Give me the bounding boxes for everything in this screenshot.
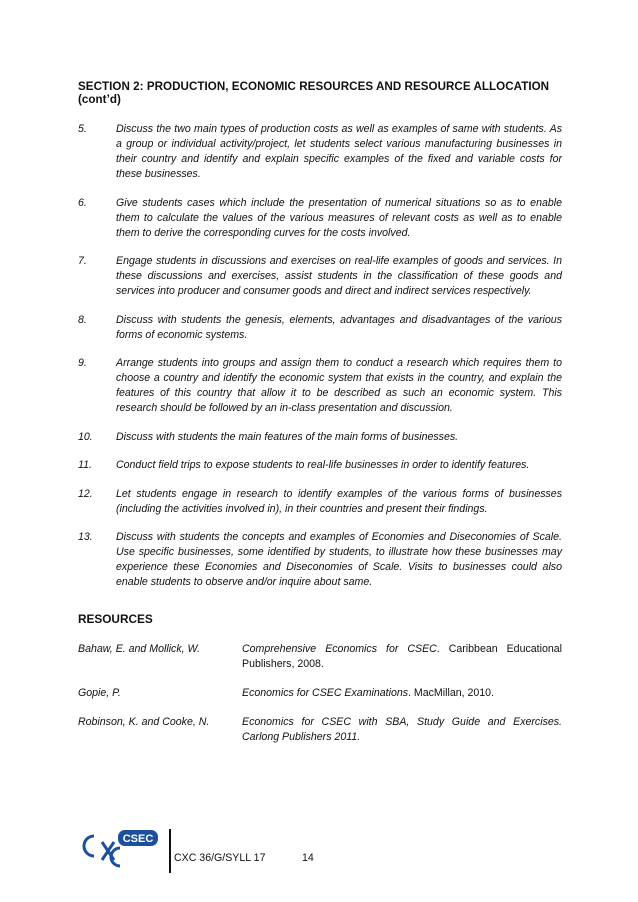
item-number: 5. xyxy=(78,123,87,135)
item-text: Engage students in discussions and exercises on real-life examples of goods and services. In these discussions and exercises, assist students in the classification of these goods and services into producer and consumer goods and direct and indirect services respectively. xyxy=(116,255,562,297)
resource-row xyxy=(78,642,562,672)
list-item xyxy=(78,313,562,343)
resources-heading: RESOURCES xyxy=(78,612,153,626)
resource-title: Economics for CSEC with SBA, Study Guide and Exercises. Carlong Publishers 2011. xyxy=(242,716,562,743)
item-text: Conduct field trips to expose students to real-life businesses in order to identify features. xyxy=(116,459,530,471)
section-title: SECTION 2: PRODUCTION, ECONOMIC RESOURCES AND RESOURCE ALLOCATION (cont’d) xyxy=(78,80,550,106)
list-item xyxy=(78,458,562,473)
teaching-activities-list xyxy=(78,122,562,604)
item-number: 13. xyxy=(78,531,93,543)
item-text: Discuss with students the main features of the main forms of businesses. xyxy=(116,430,459,443)
item-text: Give students cases which include the presentation of numerical situations so as to enable them to calculate the values of the various measures of relevant costs as well as to enable them to derive the corresponding curves for the costs involved. xyxy=(116,196,562,239)
list-item xyxy=(78,530,562,590)
resource-row xyxy=(78,715,562,745)
resource-row xyxy=(78,686,562,701)
item-number: 10. xyxy=(78,430,93,443)
logo-text: CSEC xyxy=(122,833,154,845)
item-text: Discuss the two main types of production costs as well as examples of same with students. As a group or individual activity/project, let students select various manufacturing businesses in their country and identify and explain specific examples of the fixed and variable costs for these businesses. xyxy=(116,123,562,180)
item-number: 9. xyxy=(78,357,87,369)
syllabus-code: CXC 36/G/SYLL 17 xyxy=(174,852,266,864)
resources-list xyxy=(78,642,562,759)
resource-author: Bahaw, E. and Mollick, W. xyxy=(78,643,201,655)
resource-reference xyxy=(242,686,562,701)
footer-divider xyxy=(169,829,171,873)
resource-publisher: . Caribbean Educational Publishers, 2008. xyxy=(242,643,562,670)
item-number: 8. xyxy=(78,313,87,326)
page-footer xyxy=(80,826,480,876)
page-number: 14 xyxy=(302,852,314,864)
list-item xyxy=(78,196,562,241)
item-number: 7. xyxy=(78,255,87,267)
list-item xyxy=(78,356,562,416)
resource-reference xyxy=(242,715,562,745)
item-number: 6. xyxy=(78,196,87,209)
resource-reference xyxy=(242,642,562,672)
resource-author: Gopie, P. xyxy=(78,687,121,699)
cxc-csec-logo xyxy=(80,826,162,872)
list-item xyxy=(78,122,562,182)
list-item xyxy=(78,487,562,517)
list-item xyxy=(78,254,562,299)
item-number: 12. xyxy=(78,487,93,500)
resource-author: Robinson, K. and Cooke, N. xyxy=(78,716,210,728)
resource-title: Comprehensive Economics for CSEC xyxy=(242,643,437,655)
resource-title: Economics for CSEC Examinations xyxy=(242,687,409,699)
item-text: Let students engage in research to identify examples of the various forms of businesses (including the activities involved in), in their countries and present their findings. xyxy=(116,487,562,515)
resource-publisher: . MacMillan, 2010. xyxy=(408,687,494,699)
item-number: 11. xyxy=(78,459,92,471)
item-text: Arrange students into groups and assign them to conduct a research which requires them to choose a country and identify the economic system that exists in the country, and explain the features of this country that allow it to be described as such an economic system. This research should be followed by an in-class presentation and discussion. xyxy=(116,357,562,414)
list-item xyxy=(78,430,562,445)
item-text: Discuss with students the concepts and examples of Economies and Diseconomies of Scale. Use specific businesses, some identified by students, to illustrate how these businesses may experience these Economies and Diseconomies of Scale. Visits to businesses could also enable students to observe and/or inquire about same. xyxy=(116,531,562,588)
item-text: Discuss with students the genesis, elements, advantages and disadvantages of the various forms of economic systems. xyxy=(116,313,562,341)
